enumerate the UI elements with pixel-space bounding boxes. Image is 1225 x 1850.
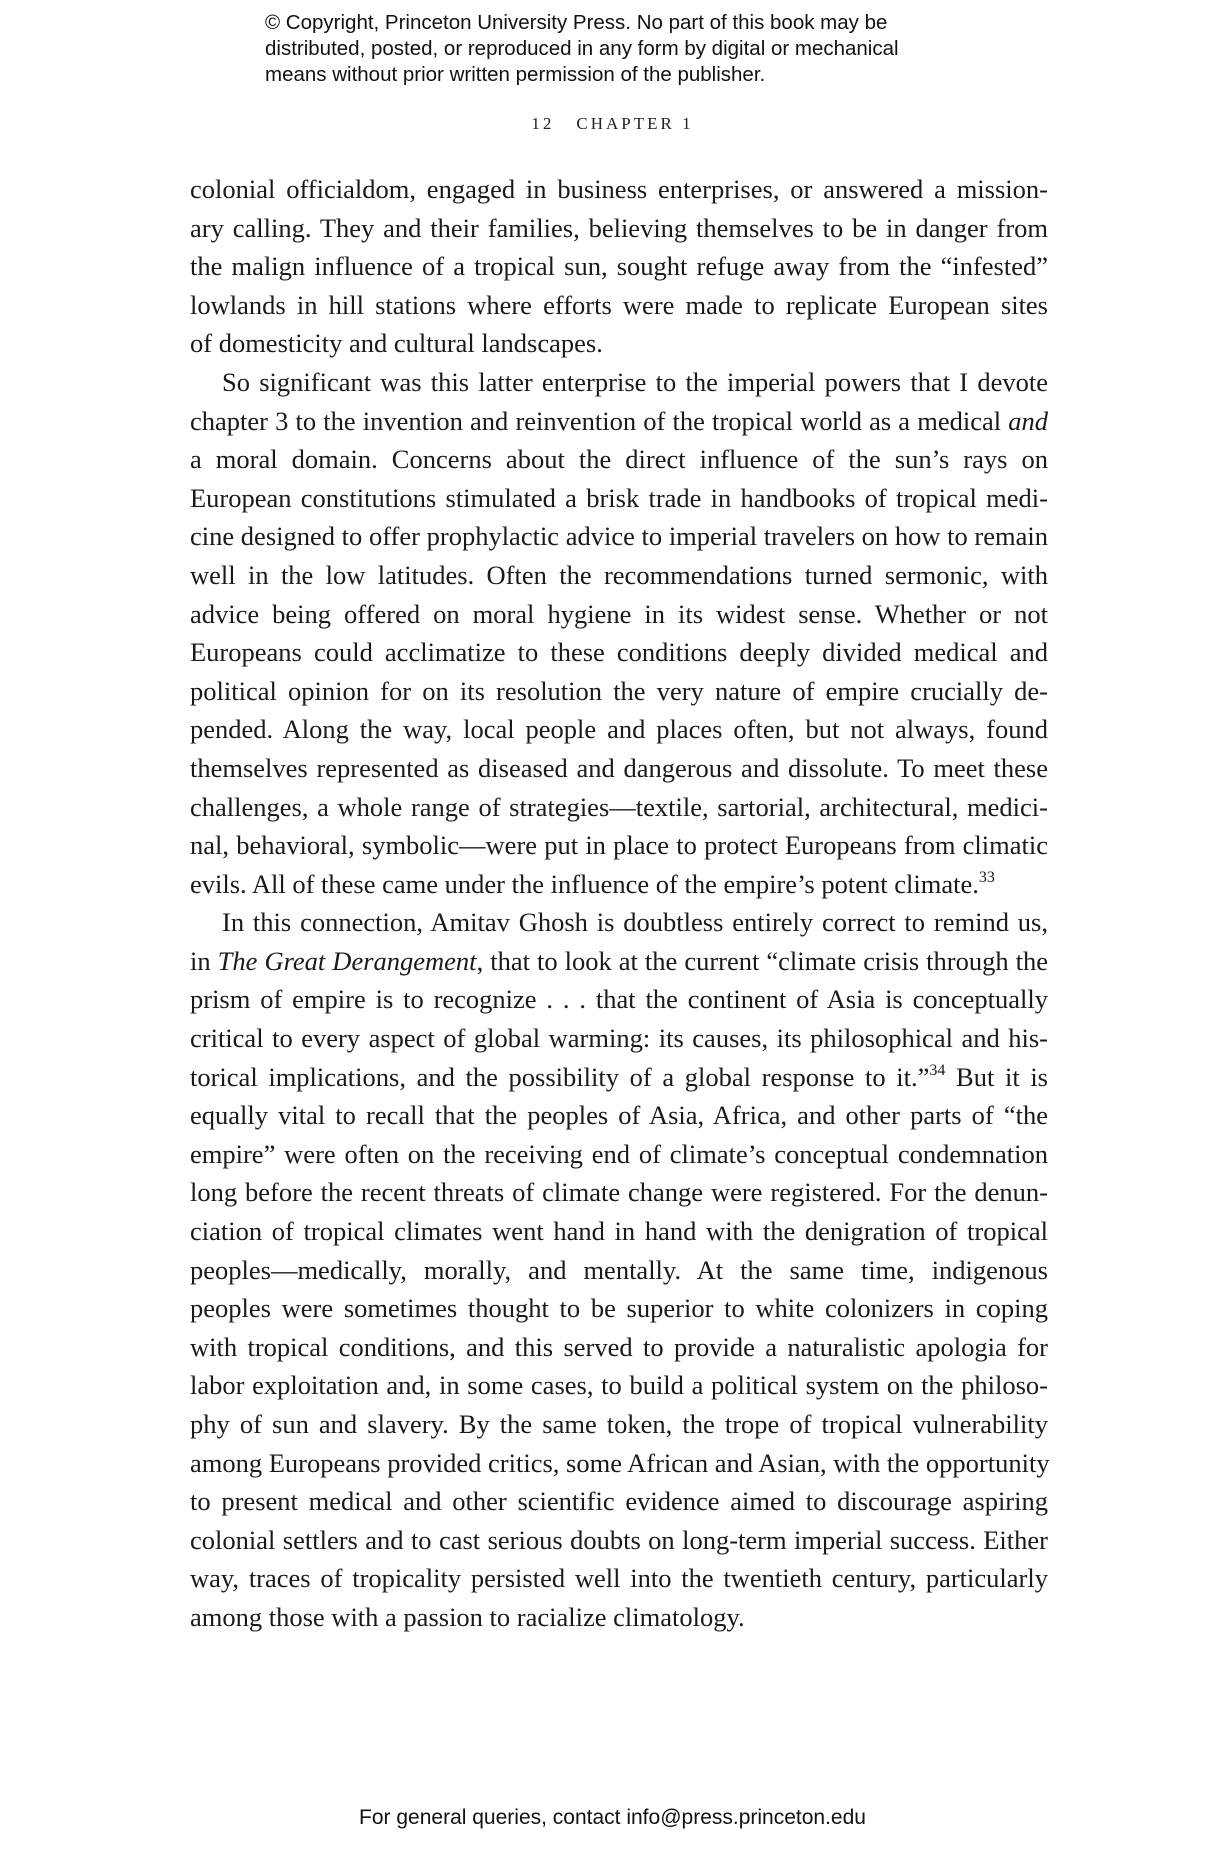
text-line: equally vital to recall that the peoples of Asia, Africa, and other parts of “the [190, 1100, 1048, 1131]
text-line: to present medical and other scientific evidence aimed to discourage aspiring [190, 1486, 1048, 1517]
text-line: colonial officialdom, engaged in business enterprises, or answered a mission- [190, 174, 1048, 204]
running-head [0, 114, 1225, 134]
text-line: long before the recent threats of climate change were registered. For the denun- [190, 1177, 1048, 1208]
text-line: pended. Along the way, local people and places often, but not always, found [190, 714, 1048, 745]
text-line: evils. All of these came under the influence of the empire’s potent climate.$^{33}$ [190, 868, 995, 899]
text-line: themselves represented as diseased and dangerous and dissolute. To meet these [190, 752, 1048, 783]
text-line: nal, behavioral, symbolic—were put in place to protect Europeans from climatic [190, 830, 1048, 861]
text-line: well in the low latitudes. Often the recommendations turned sermonic, with [190, 559, 1048, 590]
text-line: critical to every aspect of global warming: its causes, its philosophical and his- [190, 1023, 1048, 1054]
copyright-line: © Copyright, Princeton University Press. No part of this book may be [265, 11, 888, 34]
text-line: torical implications, and the possibility of a global response to it.”$^{34}$ But it is [190, 1061, 1048, 1092]
text-line: colonial settlers and to cast serious doubts on long-term imperial success. Either [190, 1524, 1048, 1555]
italic-text: and [1008, 405, 1048, 436]
text-line: ary calling. They and their families, believing themselves to be in danger from [190, 212, 1048, 243]
page-number: 12 [531, 114, 555, 133]
text-line: with tropical conditions, and this served to provide a naturalistic apologia for [190, 1331, 1048, 1362]
text-line: way, traces of tropicality persisted well into the twentieth century, particularly [190, 1563, 1048, 1594]
text-line: ciation of tropical climates went hand in hand with the denigration of tropical [190, 1216, 1048, 1247]
footnote-ref-34: 34 [929, 1061, 946, 1079]
text-line: chapter 3 to the invention and reinvention of the tropical world as a medical and [190, 405, 1048, 436]
text-line: challenges, a whole range of strategies—textile, sartorial, architectural, medici- [190, 791, 1048, 822]
text-line: cine designed to offer prophylactic advice to imperial travelers on how to remain [190, 521, 1048, 552]
copyright-line: distributed, posted, or reproduced in any form by digital or mechanical [265, 37, 899, 60]
book-title: The Great Derangement [217, 945, 477, 976]
text-line: political opinion for on its resolution the very nature of empire crucially de- [190, 675, 1048, 706]
text-line: in The Great Derangement, that to look at the current “climate crisis through the [190, 945, 1049, 976]
chapter-label: CHAPTER 1 [576, 114, 694, 133]
copyright-line: means without prior written permission of the publisher. [265, 63, 766, 86]
footer-contact: For general queries, contact info@press.princeton.edu [359, 1806, 866, 1829]
footnote-ref-33: 33 [978, 868, 995, 886]
body-text [190, 170, 1048, 1637]
text-line: of domesticity and cultural landscapes. [190, 328, 603, 359]
text-line: In this connection, Amitav Ghosh is doubtless entirely correct to remind us, [222, 907, 1048, 938]
text-line: prism of empire is to recognize . . . that the continent of Asia is conceptually [190, 984, 1048, 1015]
text-line: peoples—medically, morally, and mentally. At the same time, indigenous [190, 1254, 1048, 1285]
text-line: among Europeans provided critics, some African and Asian, with the opportunity [190, 1447, 1050, 1478]
text-line: a moral domain. Concerns about the direct influence of the sun’s rays on [190, 444, 1048, 475]
text-line: lowlands in hill stations where efforts were made to replicate European sites [190, 289, 1048, 320]
text-line: European constitutions stimulated a brisk trade in handbooks of tropical medi- [190, 482, 1048, 513]
text-line: the malign influence of a tropical sun, sought refuge away from the “infested” [190, 251, 1048, 282]
copyright-notice [265, 10, 1025, 88]
text-line: phy of sun and slavery. By the same token, the trope of tropical vulnerability [190, 1409, 1048, 1439]
text-line: among those with a passion to racialize climatology. [190, 1601, 745, 1632]
text-line: peoples were sometimes thought to be superior to white colonizers in coping [190, 1293, 1048, 1324]
text-line: advice being offered on moral hygiene in its widest sense. Whether or not [190, 598, 1048, 629]
text-line: labor exploitation and, in some cases, to build a political system on the philoso- [190, 1370, 1048, 1401]
text-line: empire” were often on the receiving end of climate’s conceptual condemnation [190, 1138, 1048, 1169]
text-line: So significant was this latter enterprise to the imperial powers that I devote [222, 366, 1048, 397]
text-line: Europeans could acclimatize to these conditions deeply divided medical and [190, 637, 1048, 668]
